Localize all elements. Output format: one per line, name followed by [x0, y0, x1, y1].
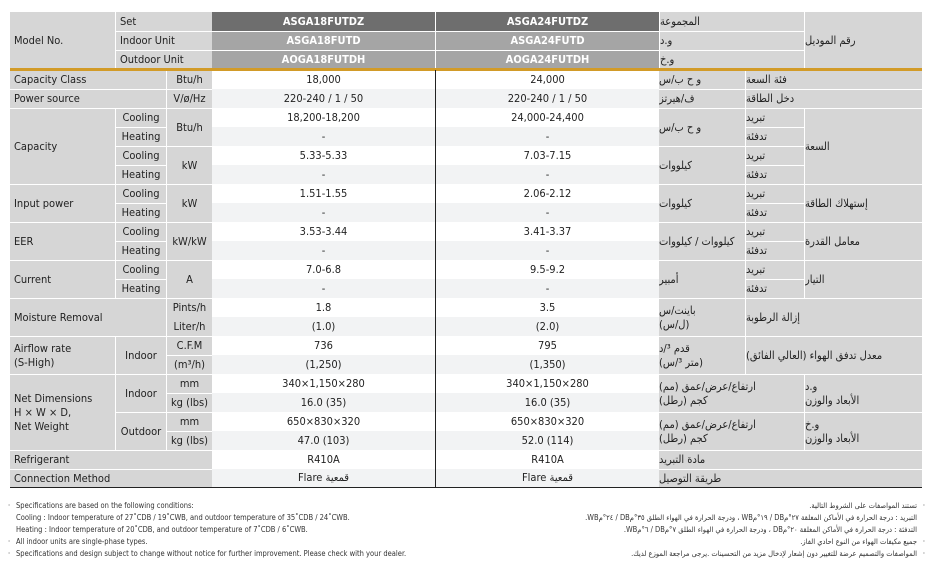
ar-dimensions-indoor-label-1: و.د	[805, 379, 818, 393]
outdoor-unit-label: Outdoor Unit	[115, 50, 212, 69]
ar-current-heating: تدفئة	[745, 279, 804, 298]
eer-heating-2: -	[436, 241, 659, 260]
current-heating-label: Heating	[115, 279, 166, 298]
model-set-1: ASGA18FUTDZ	[212, 12, 435, 31]
note-en-2: Cooling : Indoor temperature of 27˚CDB / 19˚CWB, and outdoor temperature of 35˚CDB / 24˚CWB.	[16, 513, 350, 522]
input-power-heating-label: Heating	[115, 203, 166, 222]
model-indoor-1: ASGA18FUTD	[212, 31, 435, 50]
connection-value-1: Flare قمعية	[212, 469, 435, 487]
note-ar-2: التبريد : درجة الحرارة في الأماكن المغلقة ٢٧°مDB / ١٩°مWB ، ودرجة الحرارة في الهواء الطلق ٣٥°مDB / ٢٤°مWB.	[585, 513, 917, 522]
dimensions-indoor-unit-mm: mm	[166, 374, 212, 393]
model-outdoor-1: AOGA18FUTDH	[212, 50, 435, 69]
ar-dimensions-outdoor-unit	[659, 412, 804, 450]
ar-input-power-unit: كيلووات	[659, 184, 745, 222]
input-power-heating-1: -	[212, 203, 435, 222]
dimensions-label	[10, 374, 115, 450]
dimensions-outdoor-unit-mm: mm	[166, 412, 212, 431]
eer-label: EER	[10, 222, 115, 260]
note-ar-1: ·تستند المواصفات على الشروط التالية.	[809, 501, 925, 510]
ar-dimensions-indoor-unit-2: كجم (رطل)	[659, 393, 708, 407]
ar-capacity-heating-2: تدفئة	[745, 165, 804, 184]
dimensions-outdoor-label: Outdoor	[115, 412, 166, 450]
dimensions-indoor-label: Indoor	[115, 374, 166, 412]
input-power-label: Input power	[10, 184, 115, 222]
input-power-cooling-label: Cooling	[115, 184, 166, 203]
indoor-unit-label: Indoor Unit	[115, 31, 212, 50]
capacity-btu-unit: Btu/h	[166, 108, 212, 146]
capacity-kw-heating-label: Heating	[115, 165, 166, 184]
capacity-kw-heating-2: -	[436, 165, 659, 184]
table-bottom-rule	[10, 487, 922, 488]
ar-dimensions-outdoor-unit-2: كجم (رطل)	[659, 431, 708, 445]
ar-capacity-cooling-2: تبريد	[745, 146, 804, 165]
ar-capacity-class-label: فئة السعة	[745, 71, 922, 89]
current-heating-1: -	[212, 279, 435, 298]
capacity-class-unit: Btu/h	[166, 71, 212, 89]
note-ar-4: ·جميع مكيفات الهواء من النوع احادي الفاز.	[800, 537, 925, 546]
dimensions-indoor-kg-1: 16.0 (35)	[212, 393, 435, 412]
dimensions-indoor-unit-kg: kg (lbs)	[166, 393, 212, 412]
dimensions-outdoor-unit-kg: kg (lbs)	[166, 431, 212, 450]
airflow-label	[10, 336, 115, 374]
dimensions-indoor-mm-1: 340×1,150×280	[212, 374, 435, 393]
ar-eer-cooling: تبريد	[745, 222, 804, 241]
ar-airflow-unit	[659, 336, 745, 374]
eer-cooling-2: 3.41-3.37	[436, 222, 659, 241]
dimensions-outdoor-mm-1: 650×830×320	[212, 412, 435, 431]
current-cooling-1: 7.0-6.8	[212, 260, 435, 279]
ar-dimensions-outdoor-label-1: و.خ	[805, 417, 820, 431]
eer-cooling-1: 3.53-3.44	[212, 222, 435, 241]
moisture-pints-2: 3.5	[436, 298, 659, 317]
ar-current-cooling: تبريد	[745, 260, 804, 279]
ar-moisture-unit-1: باينت/س	[659, 303, 696, 317]
capacity-class-value-1: 18,000	[212, 71, 435, 89]
ar-dimensions-indoor-label-2: الأبعاد والوزن	[805, 393, 860, 407]
capacity-btu-cooling-2: 24,000-24,400	[436, 108, 659, 127]
ar-current-label: التيار	[804, 260, 922, 298]
power-source-label: Power source	[10, 89, 166, 108]
ar-capacity-label: السعة	[804, 108, 922, 184]
ar-model-no-label: رقم الموديل	[804, 12, 922, 69]
notes-arabic	[505, 500, 925, 560]
refrigerant-label: Refrigerant	[10, 450, 212, 469]
moisture-pints-1: 1.8	[212, 298, 435, 317]
power-source-value-1: 220-240 / 1 / 50	[212, 89, 435, 108]
refrigerant-value-1: R410A	[212, 450, 435, 469]
ar-indoor-label: و.د	[659, 31, 804, 50]
moisture-unit-pints: Pints/h	[166, 298, 212, 317]
power-source-unit: V/ø/Hz	[166, 89, 212, 108]
note-en-1: · Specifications are based on the following conditions:	[8, 501, 194, 510]
airflow-unit-m3h: (m³/h)	[166, 355, 212, 374]
capacity-kw-unit: kW	[166, 146, 212, 184]
ar-moisture-label: إزالة الرطوبة	[745, 298, 922, 336]
ar-dimensions-indoor-unit	[659, 374, 804, 412]
notes-english	[8, 500, 448, 560]
ar-power-source-label: دخل الطاقة	[745, 89, 922, 108]
airflow-m3h-2: (1,350)	[436, 355, 659, 374]
ar-airflow-unit-1: قدم ³/د	[659, 341, 690, 355]
capacity-btu-cooling-label: Cooling	[115, 108, 166, 127]
moisture-label: Moisture Removal	[10, 298, 166, 336]
dimensions-outdoor-kg-2: 52.0 (114)	[436, 431, 659, 450]
eer-heating-1: -	[212, 241, 435, 260]
ar-moisture-unit	[659, 298, 745, 336]
eer-cooling-label: Cooling	[115, 222, 166, 241]
note-en-5: · Specifications and design subject to change without notice for further improvement. Please check with your dealer.	[8, 549, 407, 558]
ar-eer-heating: تدفئة	[745, 241, 804, 260]
ar-dimensions-outdoor-unit-1: ارتفاع/عرض/عمق (مم)	[659, 417, 756, 431]
note-en-4: · All indoor units are single-phase types.	[8, 537, 148, 546]
capacity-class-value-2: 24,000	[436, 71, 659, 89]
ar-capacity-kw-unit: كيلووات	[659, 146, 745, 184]
dimensions-outdoor-kg-1: 47.0 (103)	[212, 431, 435, 450]
capacity-kw-heating-1: -	[212, 165, 435, 184]
capacity-kw-cooling-label: Cooling	[115, 146, 166, 165]
model-indoor-2: ASGA24FUTD	[435, 31, 659, 50]
airflow-label-1: Airflow rate	[14, 341, 72, 355]
airflow-label-2: (S-High)	[14, 355, 55, 369]
airflow-unit-cfm: C.F.M	[166, 336, 212, 355]
airflow-indoor-label: Indoor	[115, 336, 166, 374]
eer-unit: kW/kW	[166, 222, 212, 260]
capacity-btu-heating-1: -	[212, 127, 435, 146]
dimensions-indoor-kg-2: 16.0 (35)	[436, 393, 659, 412]
ar-eer-unit: كيلووات / كيلووات	[659, 222, 745, 260]
capacity-label: Capacity	[10, 108, 115, 184]
ar-dimensions-indoor-label	[804, 374, 922, 412]
refrigerant-value-2: R410A	[436, 450, 659, 469]
airflow-cfm-2: 795	[436, 336, 659, 355]
current-unit: A	[166, 260, 212, 298]
capacity-kw-cooling-2: 7.03-7.15	[436, 146, 659, 165]
ar-capacity-class-unit: و ح ب/س	[659, 71, 745, 89]
header-gold-rule-right	[659, 68, 922, 71]
ar-outdoor-label: و.خ	[659, 50, 804, 69]
dimensions-outdoor-mm-2: 650×830×320	[436, 412, 659, 431]
capacity-btu-heating-label: Heating	[115, 127, 166, 146]
current-label: Current	[10, 260, 115, 298]
dimensions-label-1: Net Dimensions	[14, 391, 93, 405]
ar-capacity-btu-unit: و ح ب/س	[659, 108, 745, 146]
ar-refrigerant-label: مادة التبريد	[659, 450, 922, 469]
power-source-value-2: 220-240 / 1 / 50	[436, 89, 659, 108]
dimensions-indoor-mm-2: 340×1,150×280	[436, 374, 659, 393]
ar-capacity-heating-1: تدفئة	[745, 127, 804, 146]
input-power-heating-2: -	[436, 203, 659, 222]
ar-dimensions-outdoor-label-2: الأبعاد والوزن	[805, 431, 860, 445]
current-cooling-label: Cooling	[115, 260, 166, 279]
ar-eer-label: معامل القدرة	[804, 222, 922, 260]
ar-capacity-cooling-1: تبريد	[745, 108, 804, 127]
capacity-btu-cooling-1: 18,200-18,200	[212, 108, 435, 127]
capacity-kw-cooling-1: 5.33-5.33	[212, 146, 435, 165]
eer-heating-label: Heating	[115, 241, 166, 260]
ar-current-unit: أمبير	[659, 260, 745, 298]
ar-input-power-heating: تدفئة	[745, 203, 804, 222]
moisture-unit-liter: Liter/h	[166, 317, 212, 336]
model-set-2: ASGA24FUTDZ	[435, 12, 659, 31]
note-ar-3: التدفئة : درجة الحرارة في الأماكن المغلقة ٢٠°مDB ، ودرجة الحرارة في الهواء الطلق ٧°مDB / ٦°مWB.	[623, 525, 917, 534]
capacity-class-label: Capacity Class	[10, 71, 166, 89]
ar-input-power-cooling: تبريد	[745, 184, 804, 203]
ar-connection-label: طريقة التوصيل	[659, 469, 922, 487]
model-no-label: Model No.	[10, 12, 115, 69]
connection-value-2: Flare قمعية	[436, 469, 659, 487]
dimensions-label-2: H × W × D,	[14, 405, 72, 419]
ar-input-power-label: إستهلاك الطاقة	[804, 184, 922, 222]
ar-dimensions-indoor-unit-1: ارتفاع/عرض/عمق (مم)	[659, 379, 756, 393]
input-power-cooling-2: 2.06-2.12	[436, 184, 659, 203]
ar-airflow-unit-2: (متر ³/س)	[659, 355, 704, 369]
ar-set-label: المجموعة	[659, 12, 804, 31]
current-heating-2: -	[436, 279, 659, 298]
ar-moisture-unit-2: (ل/س)	[659, 317, 690, 331]
dimensions-label-3: Net Weight	[14, 419, 69, 433]
input-power-cooling-1: 1.51-1.55	[212, 184, 435, 203]
capacity-btu-heating-2: -	[436, 127, 659, 146]
current-cooling-2: 9.5-9.2	[436, 260, 659, 279]
note-ar-5: ·المواصفات والتصميم عرضة للتغيير دون إشعار لإدخال مزيد من التحسينات .يرجى مراجعة الموزع لديك.	[631, 549, 925, 558]
connection-label: Connection Method	[10, 469, 212, 487]
ar-power-source-unit: ف/هيرتز	[659, 89, 745, 108]
airflow-m3h-1: (1,250)	[212, 355, 435, 374]
model-column-divider	[435, 70, 436, 487]
moisture-liter-2: (2.0)	[436, 317, 659, 336]
set-label: Set	[115, 12, 212, 31]
ar-dimensions-outdoor-label	[804, 412, 922, 450]
ar-airflow-label: معدل تدفق الهواء (العالي الفائق)	[745, 336, 922, 374]
airflow-cfm-1: 736	[212, 336, 435, 355]
model-outdoor-2: AOGA24FUTDH	[435, 50, 659, 69]
moisture-liter-1: (1.0)	[212, 317, 435, 336]
input-power-unit: kW	[166, 184, 212, 222]
note-en-3: Heating : Indoor temperature of 20˚CDB, and outdoor temperature of 7˚CDB / 6˚CWB.	[16, 525, 308, 534]
